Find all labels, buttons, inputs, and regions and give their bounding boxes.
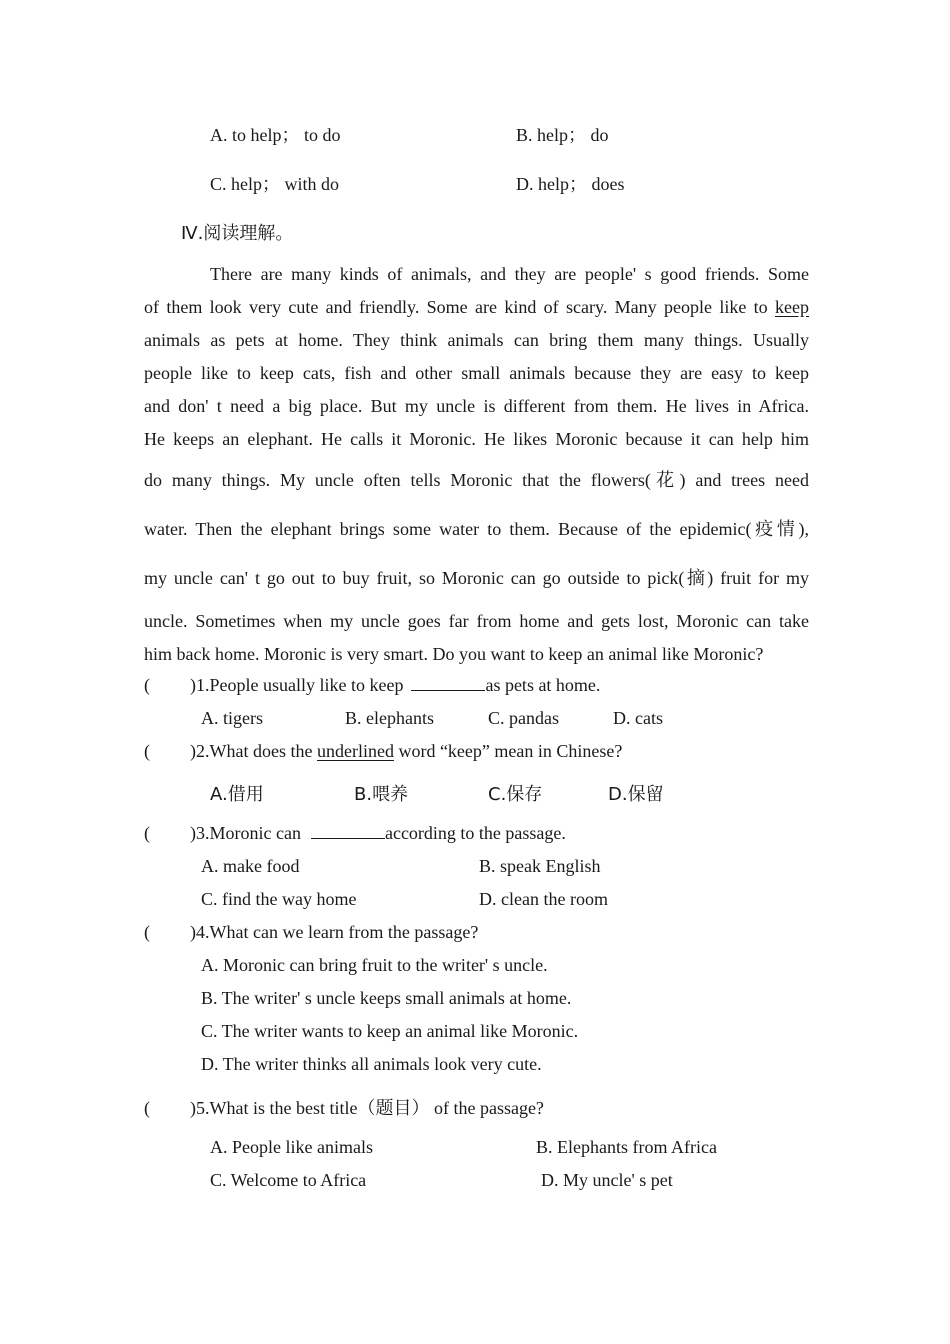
prev-option-b: B. help； do xyxy=(516,125,609,145)
passage-line: do many things. My uncle often tells Moronic that the flowers(花) and trees need xyxy=(144,470,809,491)
q3-option-b[interactable]: B. speak English xyxy=(479,856,601,876)
q1-option-c[interactable]: C. pandas xyxy=(488,708,559,728)
q2-option-b[interactable]: B.喂养 xyxy=(354,784,409,805)
q3-option-d[interactable]: D. clean the room xyxy=(479,889,608,909)
prev-option-d: D. help； does xyxy=(516,174,625,194)
passage-line: him back home. Moronic is very smart. Do you want to keep an animal like Moronic? xyxy=(144,644,764,664)
section-title: Ⅳ.阅读理解。 xyxy=(181,223,294,244)
passage-line: animals as pets at home. They think animals can bring them many things. Usually xyxy=(144,330,809,350)
q1-option-a[interactable]: A. tigers xyxy=(201,708,263,728)
answer-blank[interactable] xyxy=(311,824,385,839)
q5-option-d[interactable]: D. My uncle' s pet xyxy=(541,1170,673,1190)
q1-option-b[interactable]: B. elephants xyxy=(345,708,434,728)
q2-option-c[interactable]: C.保存 xyxy=(488,784,543,805)
prev-option-a: A. to help； to do xyxy=(210,125,341,145)
q5-option-c[interactable]: C. Welcome to Africa xyxy=(210,1170,367,1190)
q5-option-a[interactable]: A. People like animals xyxy=(210,1137,373,1157)
passage-line: and don' t need a big place. But my uncle is different from them. He lives in Africa. xyxy=(144,396,809,416)
q5-option-b[interactable]: B. Elephants from Africa xyxy=(536,1137,717,1157)
question-5-stem: ( )5.What is the best title（题目） of the passage? xyxy=(144,1098,544,1119)
q2-option-a[interactable]: A.借用 xyxy=(210,784,264,805)
passage-line: my uncle can' t go out to buy fruit, so Moronic can go outside to pick(摘) fruit for my xyxy=(144,568,809,589)
answer-blank[interactable] xyxy=(411,676,485,691)
passage-line: water. Then the elephant brings some water to them. Because of the epidemic(疫情), xyxy=(144,519,810,540)
passage-line: people like to keep cats, fish and other small animals because they are easy to keep xyxy=(144,363,809,383)
underlined-keep: keep xyxy=(775,297,809,317)
q3-option-c[interactable]: C. find the way home xyxy=(201,889,357,909)
passage-line: of them look very cute and friendly. Some are kind of scary. Many people like to keep xyxy=(144,297,809,317)
cn-flowers: 花 xyxy=(650,470,680,491)
cn-epidemic: 疫情 xyxy=(751,519,799,540)
q4-option-a[interactable]: A. Moronic can bring fruit to the writer' s uncle. xyxy=(201,955,548,975)
passage-line: There are many kinds of animals, and they are people' s good friends. Some xyxy=(210,264,809,284)
reading-passage xyxy=(144,258,809,671)
q4-option-c[interactable]: C. The writer wants to keep an animal like Moronic. xyxy=(201,1021,579,1041)
question-1-stem: ( )1.People usually like to keep as pets at home. xyxy=(144,675,601,695)
q3-option-a[interactable]: A. make food xyxy=(201,856,300,876)
cn-pick: 摘 xyxy=(684,568,708,589)
passage-line: He keeps an elephant. He calls it Moronic. He likes Moronic because it can help him xyxy=(144,429,809,449)
q1-option-d[interactable]: D. cats xyxy=(613,708,663,728)
question-2-stem: ( )2.What does the underlined word “keep” mean in Chinese? xyxy=(144,741,623,761)
q2-option-d[interactable]: D.保留 xyxy=(608,784,664,805)
question-4-stem: ( )4.What can we learn from the passage? xyxy=(144,922,479,942)
prev-option-c: C. help； with do xyxy=(210,174,339,194)
q4-option-b[interactable]: B. The writer' s uncle keeps small animals at home. xyxy=(201,988,572,1008)
q4-option-d[interactable]: D. The writer thinks all animals look very cute. xyxy=(201,1054,542,1074)
passage-line: uncle. Sometimes when my uncle goes far from home and gets lost, Moronic can take xyxy=(144,611,809,631)
question-3-stem: ( )3.Moronic can according to the passage. xyxy=(144,823,566,843)
